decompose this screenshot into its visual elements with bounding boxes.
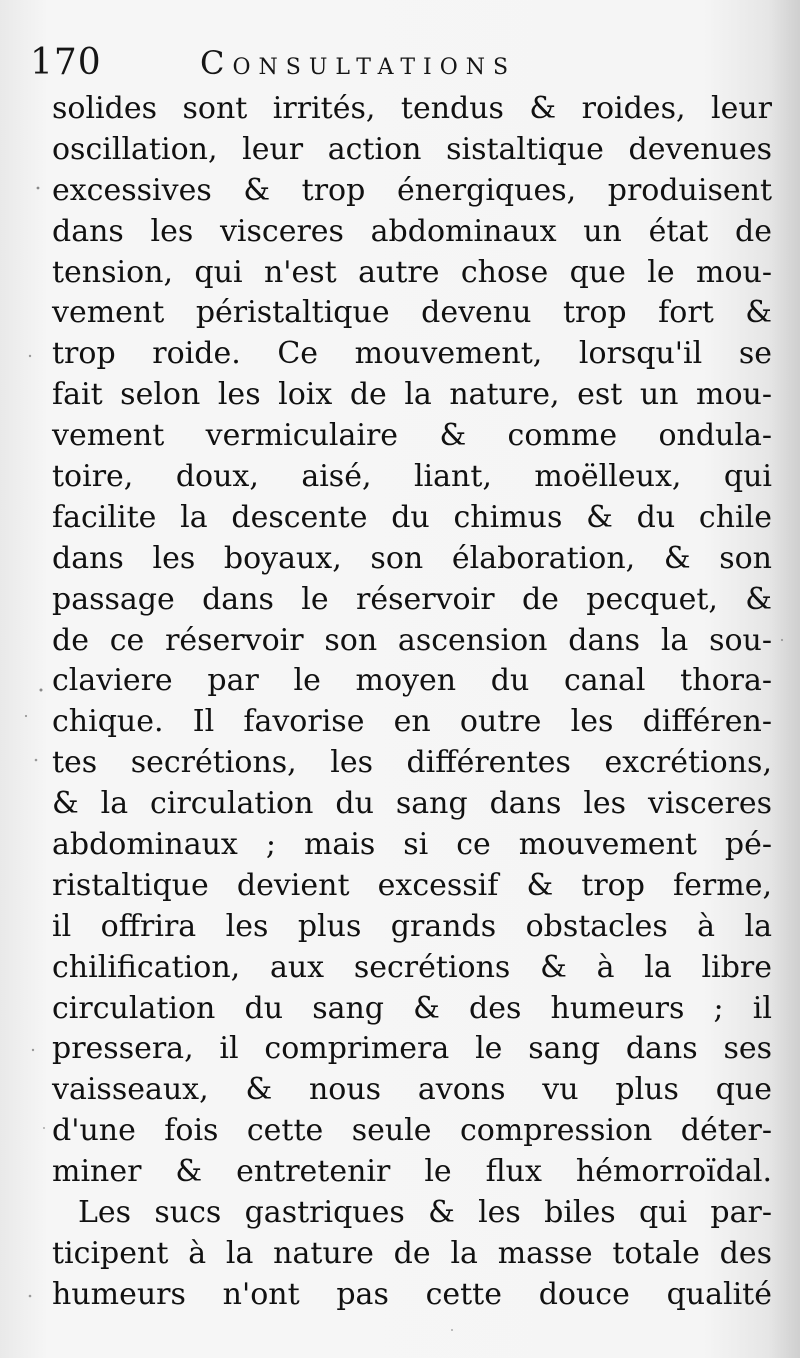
text-line: toire, doux, aisé, liant, moëlleux, qui <box>52 459 772 495</box>
text-line: dans les boyaux, son élaboration, & son <box>52 540 772 576</box>
text-line: vement péristaltique devenu trop fort & <box>52 295 772 331</box>
text-line: tension, qui n'est autre chose que le mou- <box>52 254 772 290</box>
page-header <box>30 42 770 92</box>
text-line: humeurs n'ont pas cette douce qualité <box>52 1276 772 1312</box>
text-line: d'une fois cette seule compression déter- <box>52 1113 772 1149</box>
paragraph-first-line: Les sucs gastriques & les biles qui par- <box>78 1195 772 1231</box>
text-line: abdominaux ; mais si ce mouvement pé- <box>52 827 772 863</box>
text-line: chique. Il favorise en outre les différen- <box>52 704 772 740</box>
text-line: chilification, aux secrétions & à la libre <box>52 949 772 985</box>
text-line: de ce réservoir son ascension dans la sou- <box>52 622 772 658</box>
text-line: miner & entretenir le flux hémorroïdal. <box>52 1154 772 1190</box>
text-line: dans les visceres abdominaux un état de <box>52 213 772 249</box>
text-line: claviere par le moyen du canal thora- <box>52 663 772 699</box>
text-line: vaisseaux, & nous avons vu plus que <box>52 1072 772 1108</box>
body-text <box>52 89 772 1316</box>
text-line: passage dans le réservoir de pecquet, & <box>52 581 772 617</box>
text-line: excessives & trop énergiques, produisent <box>52 172 772 208</box>
running-title: Consultations <box>200 44 517 82</box>
text-line: pressera, il comprimera le sang dans ses <box>52 1031 772 1067</box>
text-line: trop roide. Ce mouvement, lorsqu'il se <box>52 336 772 372</box>
text-line: facilite la descente du chimus & du chile <box>52 499 772 535</box>
text-line: ticipent à la nature de la masse totale des <box>52 1235 772 1271</box>
page-number: 170 <box>30 42 102 83</box>
text-line: oscillation, leur action sistaltique devenues <box>52 131 772 167</box>
text-line: il offrira les plus grands obstacles à la <box>52 908 772 944</box>
text-line: fait selon les loix de la nature, est un mou- <box>52 377 772 413</box>
text-line: tes secrétions, les différentes excrétions, <box>52 745 772 781</box>
text-line: ristaltique devient excessif & trop ferme, <box>52 867 772 903</box>
text-line: circulation du sang & des humeurs ; il <box>52 990 772 1026</box>
text-line: solides sont irrités, tendus & roides, leur <box>52 91 772 126</box>
text-line: vement vermiculaire & comme ondula- <box>52 418 772 454</box>
text-line: & la circulation du sang dans les visceres <box>52 786 772 822</box>
